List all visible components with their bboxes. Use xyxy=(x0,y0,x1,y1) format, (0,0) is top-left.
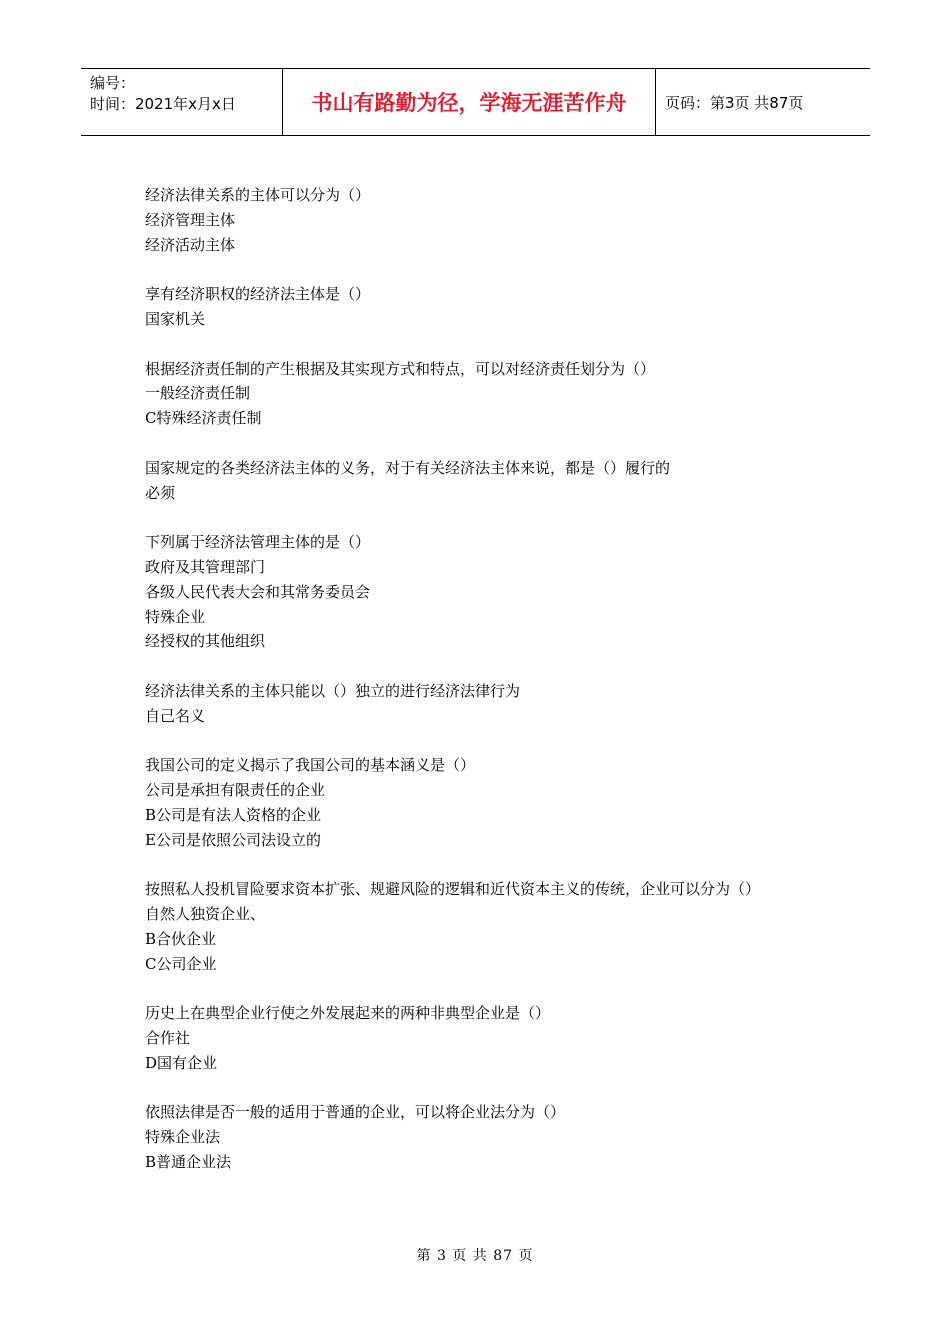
answer-text: B合伙企业 xyxy=(145,929,217,948)
answer-text: B普通企业法 xyxy=(145,1153,232,1172)
answer-text: 政府及其管理部门 xyxy=(145,557,266,576)
answer-text: C特殊经济责任制 xyxy=(145,409,262,428)
question-block xyxy=(145,877,825,976)
answer-text: 一般经济责任制 xyxy=(145,384,251,403)
code-label: 编号： xyxy=(90,74,136,92)
header-motto-cell xyxy=(283,69,656,135)
question-block xyxy=(145,753,825,852)
answer-text: 经济管理主体 xyxy=(145,210,236,229)
question-block xyxy=(145,183,825,257)
question-text: 依照法律是否一般的适用于普通的企业，可以将企业法分为（） xyxy=(145,1103,566,1122)
answer-text: 合作社 xyxy=(145,1029,191,1048)
question-block xyxy=(145,456,825,506)
answer-text: 国家机关 xyxy=(145,309,206,328)
answer-text: 特殊企业 xyxy=(145,607,206,626)
question-block xyxy=(145,1100,825,1174)
question-text: 下列属于经济法管理主体的是（） xyxy=(145,533,371,552)
answer-text: D国有企业 xyxy=(145,1053,218,1072)
question-text: 根据经济责任制的产生根据及其实现方式和特点，可以对经济责任划分为（） xyxy=(145,359,656,378)
question-list xyxy=(145,183,825,1200)
answer-text: B公司是有法人资格的企业 xyxy=(145,805,322,824)
question-text: 国家规定的各类经济法主体的义务，对于有关经济法主体来说，都是（）履行的 xyxy=(145,458,671,477)
question-text: 经济法律关系的主体只能以（）独立的进行经济法律行为 xyxy=(145,681,521,700)
answer-text: 经授权的其他组织 xyxy=(145,632,266,651)
question-block xyxy=(145,679,825,729)
question-block xyxy=(145,530,825,654)
header-page-cell xyxy=(656,69,870,135)
time-label: 时间：2021年x月x日 xyxy=(90,95,236,113)
answer-text: E公司是依照公司法设立的 xyxy=(145,830,321,849)
question-text: 享有经济职权的经济法主体是（） xyxy=(145,285,371,304)
header-left-cell xyxy=(81,69,283,135)
answer-text: 自然人独资企业、 xyxy=(145,905,266,924)
question-text: 按照私人投机冒险要求资本扩张、规避风险的逻辑和近代资本主义的传统，企业可以分为（） xyxy=(145,880,761,899)
question-block xyxy=(145,282,825,332)
question-text: 我国公司的定义揭示了我国公司的基本涵义是（） xyxy=(145,756,476,775)
question-text: 经济法律关系的主体可以分为（） xyxy=(145,186,371,204)
page-info: 页码：第3页 共87页 xyxy=(665,93,804,112)
answer-text: 特殊企业法 xyxy=(145,1128,221,1147)
motto: 书山有路勤为径，学海无涯苦作舟 xyxy=(311,91,627,115)
answer-text: 公司是承担有限责任的企业 xyxy=(145,781,326,800)
question-block xyxy=(145,1001,825,1075)
question-block xyxy=(145,357,825,431)
answer-text: 经济活动主体 xyxy=(145,235,236,254)
answer-text: C公司企业 xyxy=(145,954,217,973)
answer-text: 必须 xyxy=(145,483,176,502)
header-table xyxy=(81,68,870,136)
page-footer: 第 3 页 共 87 页 xyxy=(416,1248,534,1264)
answer-text: 各级人民代表大会和其常务委员会 xyxy=(145,582,371,601)
question-text: 历史上在典型企业行使之外发展起来的两种非典型企业是（） xyxy=(145,1004,551,1023)
answer-text: 自己名义 xyxy=(145,706,206,725)
